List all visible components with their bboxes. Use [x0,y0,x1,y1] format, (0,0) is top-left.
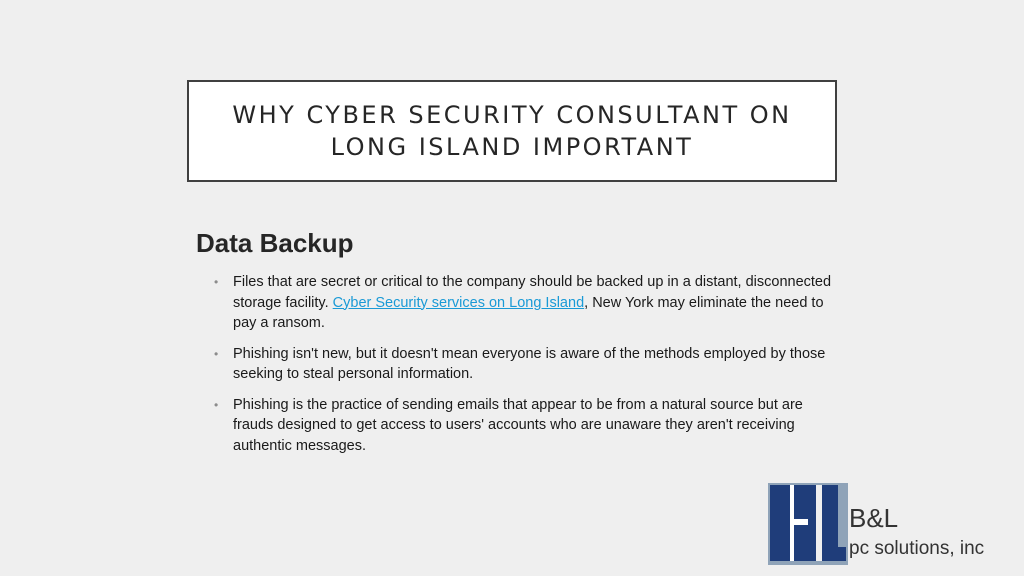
logo-navy-l-foot [822,547,846,561]
section-heading: Data Backup [196,228,354,258]
logo-white-b-notch [794,519,808,525]
bullet-text: Phishing isn't new, but it doesn't mean everyone is aware of the methods employed by those seeking to steal personal information. [233,345,826,382]
bullet-text-before-link: Files that are secret or critical to the company should be backed up in a distant, disconnected storage facility. [233,274,832,311]
logo-white-stripe [790,485,794,561]
logo-white-gap [816,485,822,561]
bullet-icon: • [214,397,219,412]
cyber-security-link[interactable]: Cyber Security services on Long Island [332,294,585,311]
bullet-item [196,272,836,334]
slide-title [222,99,801,163]
bullet-item [196,395,836,457]
bullet-text-after-link: , New York may eliminate the need to pay a ransom. [233,294,824,331]
bullet-icon: • [214,346,219,361]
logo-navy-bar-left [770,485,790,561]
logo-navy-l-stem [822,485,838,555]
bullet-item [196,344,836,385]
slide-title-box [187,80,837,182]
bullet-list [196,272,836,456]
bullet-text: Phishing is the practice of sending emails that appear to be from a natural source but are frauds designed to get access to users' accounts who are unaware they aren't receiving authentic messages. [233,396,803,454]
slide-title-line-1: WHY CYBER SECURITY CONSULTANT ON [232,101,792,129]
logo-tagline: pc solutions, inc [849,538,985,559]
slide-title-line-2: LONG ISLAND IMPORTANT [330,133,694,161]
bullet-icon: • [214,275,219,289]
slide-content [196,226,836,466]
logo-name: B&L [849,503,899,533]
